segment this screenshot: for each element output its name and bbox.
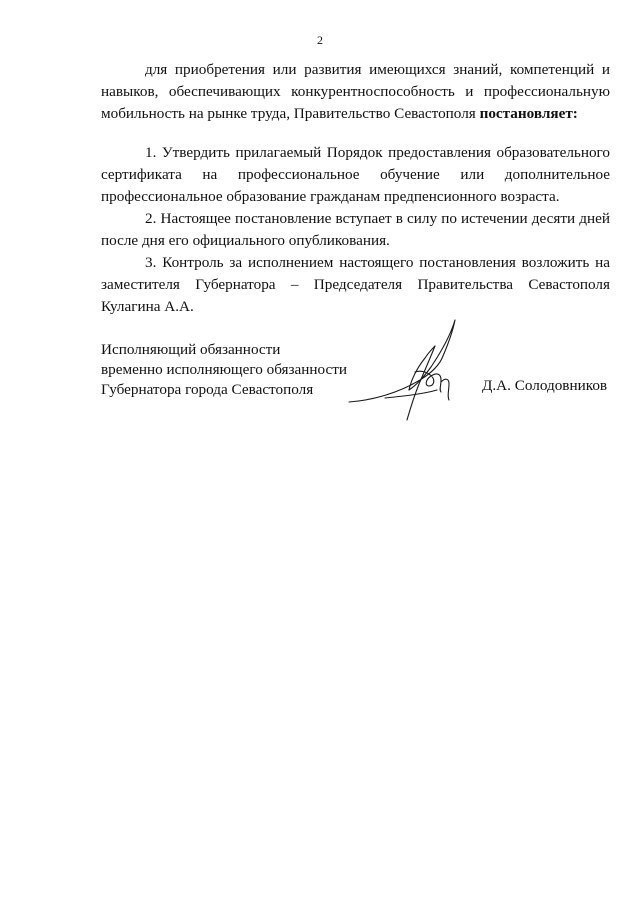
signatory-position [101, 340, 347, 400]
signatory-name: Д.А. Солодовников [482, 377, 608, 394]
handwritten-signature [345, 312, 465, 427]
intro-paragraph [101, 59, 610, 125]
resolution-keyword: постановляет: [479, 105, 578, 122]
intro-paragraph-block [101, 59, 610, 125]
position-line-1: Исполняющий обязанности [101, 341, 281, 358]
page-number: 2 [317, 33, 323, 47]
resolution-item-3: 3. Контроль за исполнением настоящего постановления возложить на заместителя Губернатора – Председателя Правительства Севастополя Кулагина А.А. [101, 254, 610, 315]
position-line-2: временно исполняющего обязанности [101, 361, 348, 378]
position-line-3: Губернатора города Севастополя [101, 381, 314, 398]
resolution-item-2: 2. Настоящее постановление вступает в силу по истечении десяти дней после дня его официального опубликования. [101, 210, 610, 249]
intro-text: для приобретения или развития имеющихся знаний, компетенций и навыков, обеспечивающих конкурентноспособность и профессиональную мобильность на рынке труда, Правительство Севастополя [101, 61, 610, 122]
resolution-items [101, 142, 610, 318]
resolution-item-1: 1. Утвердить прилагаемый Порядок предоставления образовательного сертификата на профессиональное обучение или дополнительное профессиональное образование гражданам предпенсионного возраста. [101, 144, 610, 205]
